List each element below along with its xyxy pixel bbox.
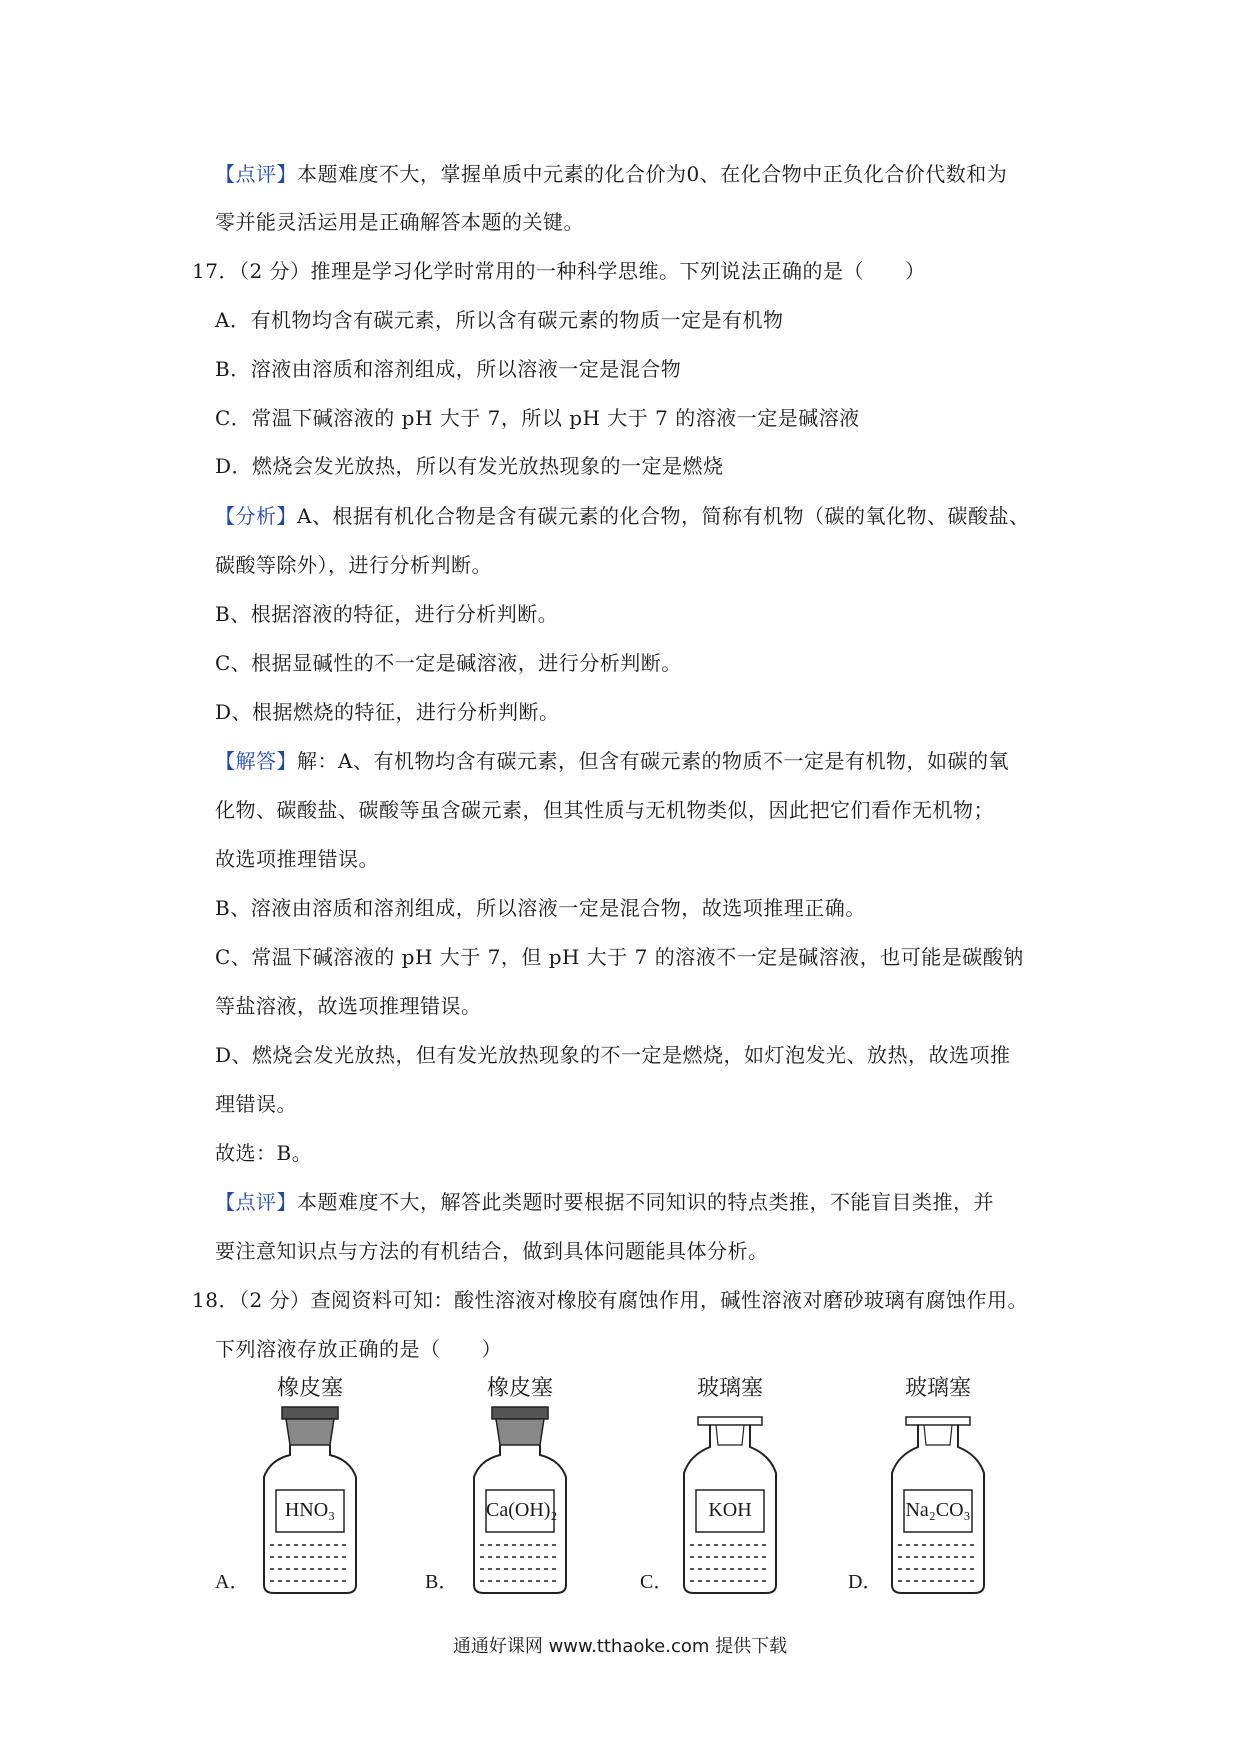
line-text: C．常温下碱溶液的 pH 大于 7，所以 pH 大于 7 的溶液一定是碱溶液 <box>215 406 860 430</box>
text-line <box>215 992 482 1020</box>
line-text: C、常温下碱溶液的 pH 大于 7，但 pH 大于 7 的溶液不一定是碱溶液，也可能是碳酸钠 <box>215 945 1024 969</box>
line-text: 解：A、有机物均含有碳元素，但含有碳元素的物质不一定是有机物，如碳的氧 <box>297 749 1009 773</box>
line-text: D、根据燃烧的特征，进行分析判断。 <box>215 700 560 724</box>
line-text: A、根据有机化合物是含有碳元素的化合物，简称有机物（碳的氧化物、碳酸盐、 <box>297 504 1030 528</box>
text-line <box>215 306 783 334</box>
text-line <box>215 1090 297 1118</box>
footer: 通通好课网 www.tthaoke.com 提供下载 <box>452 1636 788 1657</box>
line-text: C、根据显碱性的不一定是碱溶液，进行分析判断。 <box>215 651 682 675</box>
bottle-a <box>250 1375 370 1605</box>
chemical-label: Ca(OH)₂ <box>486 1499 558 1521</box>
line-text: D．燃烧会发光放热，所以有发光放热现象的一定是燃烧 <box>215 454 724 478</box>
line-text: 本题难度不大，解答此类题时要根据不同知识的特点类推，不能盲目类推，并 <box>297 1190 994 1214</box>
text-line <box>215 160 1007 188</box>
stopper-label: 玻璃塞 <box>904 1376 971 1401</box>
text-line <box>215 649 682 677</box>
text-line <box>215 1335 502 1363</box>
option-label-a: A． <box>215 1571 250 1593</box>
text-line <box>192 1286 1028 1314</box>
chemical-label: KOH <box>708 1499 752 1521</box>
option-label-b: B． <box>425 1571 459 1593</box>
line-text: 化物、碳酸盐、碳酸等虽含碳元素，但其性质与无机物类似，因此把它们看作无机物； <box>215 798 994 822</box>
text-line <box>192 257 926 285</box>
stopper-label: 橡皮塞 <box>276 1376 343 1401</box>
line-text: 理错误。 <box>215 1092 297 1116</box>
line-text: A．有机物均含有碳元素，所以含有碳元素的物质一定是有机物 <box>215 308 784 332</box>
text-line <box>215 1237 769 1265</box>
line-text: 18．（2 分）查阅资料可知：酸性溶液对橡胶有腐蚀作用，碱性溶液对磨砂玻璃有腐蚀作用。 <box>192 1288 1029 1312</box>
line-text: 故选：B。 <box>215 1141 313 1165</box>
line-text: 等盐溶液，故选项推理错误。 <box>215 994 482 1018</box>
line-text: B．溶液由溶质和溶剂组成，所以溶液一定是混合物 <box>215 357 682 381</box>
text-line <box>215 894 866 922</box>
bottle-d <box>878 1375 998 1605</box>
line-text: 故选项推理错误。 <box>215 847 379 871</box>
line-text: B、溶液由溶质和溶剂组成，所以溶液一定是混合物，故选项推理正确。 <box>215 896 866 920</box>
text-line <box>215 1041 1011 1069</box>
text-line <box>215 404 860 432</box>
text-line <box>215 452 724 480</box>
stopper-label: 玻璃塞 <box>696 1376 763 1401</box>
line-text: B、根据溶液的特征，进行分析判断。 <box>215 602 559 626</box>
line-text: 下列溶液存放正确的是（ ） <box>215 1337 502 1361</box>
text-line <box>215 355 681 383</box>
bottle-figures <box>0 1375 1240 1605</box>
line-text: 零并能灵活运用是正确解答本题的关键。 <box>215 210 584 234</box>
section-tag: 【点评】 <box>215 162 297 186</box>
chemical-label: Na₂CO₃ <box>905 1499 971 1521</box>
text-line <box>215 208 584 236</box>
section-tag: 【点评】 <box>215 1190 297 1214</box>
section-tag: 【分析】 <box>215 504 297 528</box>
text-line <box>215 1139 312 1167</box>
text-line <box>215 796 994 824</box>
text-line <box>215 698 560 726</box>
option-label-d: D． <box>848 1571 883 1593</box>
chemical-label: HNO₃ <box>284 1499 336 1521</box>
text-line <box>215 600 558 628</box>
line-text: 碳酸等除外），进行分析判断。 <box>215 553 492 577</box>
text-line <box>215 551 492 579</box>
text-line <box>215 1188 994 1216</box>
line-text: 17．（2 分）推理是学习化学时常用的一种科学思维。下列说法正确的是（ ） <box>192 259 926 283</box>
text-line <box>215 747 1009 775</box>
option-label-c: C． <box>640 1571 674 1593</box>
line-text: 要注意知识点与方法的有机结合，做到具体问题能具体分析。 <box>215 1239 769 1263</box>
bottle-b <box>460 1375 580 1605</box>
section-tag: 【解答】 <box>215 749 297 773</box>
text-line <box>215 845 379 873</box>
text-line <box>215 943 1024 971</box>
text-line <box>215 502 1029 530</box>
stopper-label: 橡皮塞 <box>486 1376 553 1401</box>
line-text: 本题难度不大，掌握单质中元素的化合价为0、在化合物中正负化合价代数和为 <box>297 162 1008 186</box>
line-text: D、燃烧会发光放热，但有发光放热现象的不一定是燃烧，如灯泡发光、放热，故选项推 <box>215 1043 1011 1067</box>
bottle-c <box>670 1375 790 1605</box>
